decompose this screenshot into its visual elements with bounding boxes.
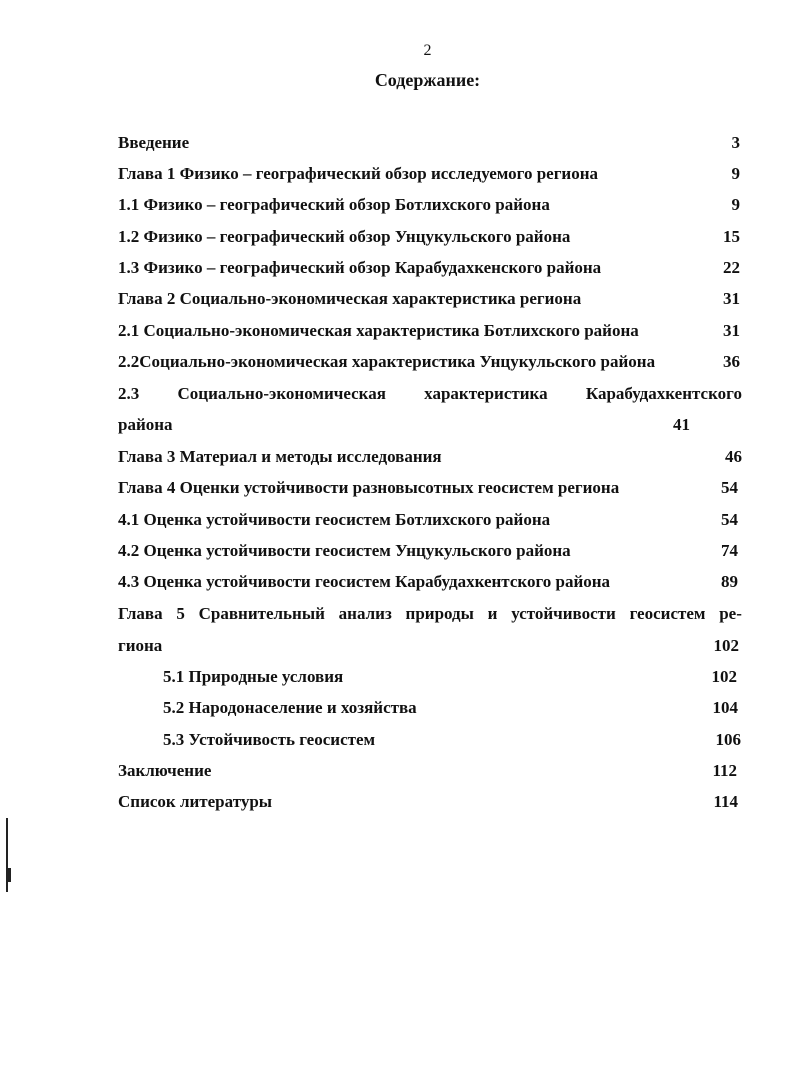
page-title: Содержание: <box>374 70 481 90</box>
toc-entry-word: характеристика <box>424 384 548 403</box>
toc-entry-1-2[interactable] <box>118 227 740 247</box>
toc-entry-chapter-1[interactable] <box>118 164 740 184</box>
toc-entry-word: 2.3 <box>118 384 140 403</box>
toc-entry-word: анализ <box>338 604 392 623</box>
toc-entry-label: Заключение <box>118 761 212 780</box>
toc-entry-label: гиона <box>118 636 163 655</box>
toc-entry-label: Глава 1 Физико – географический обзор исследуемого региона <box>118 164 599 183</box>
toc-entry-page: 22 <box>723 258 740 277</box>
toc-entry-word: Карабудахкентского <box>585 384 742 403</box>
toc-entry-label: 5.3 Устойчивость геосистем <box>163 730 376 749</box>
toc-entry-label: 1.3 Физико – географический обзор Карабудахкенского района <box>118 258 602 277</box>
toc-entry-5-1[interactable] <box>163 667 737 687</box>
toc-entry-label: Введение <box>118 133 190 152</box>
toc-entry-page: 104 <box>712 698 738 717</box>
toc-entry-label: 4.3 Оценка устойчивости геосистем Карабудахкентского района <box>118 572 611 591</box>
toc-entry-page: 112 <box>712 761 737 780</box>
toc-entry-word: Сравнительный <box>198 604 325 623</box>
toc-entry-page: 102 <box>711 667 737 686</box>
toc-entry-word: Глава <box>118 604 163 623</box>
toc-entry-page: 3 <box>731 133 740 152</box>
toc-entry-word: и <box>487 604 498 623</box>
toc-entry-5-2[interactable] <box>163 698 738 718</box>
toc-entry-page: 46 <box>725 447 742 466</box>
toc-entry-label: 5.1 Природные условия <box>163 667 344 686</box>
toc-entry-label: Глава 4 Оценки устойчивости разновысотных геосистем региона <box>118 478 620 497</box>
toc-entry-chapter-2[interactable] <box>118 289 740 309</box>
toc-entry-page: 41 <box>673 415 690 434</box>
toc-entry-page: 54 <box>721 478 738 497</box>
toc-entry-label: 2.1 Социально-экономическая характеристика Ботлихского района <box>118 321 639 340</box>
toc-entry-chapter-4[interactable] <box>118 478 738 498</box>
toc-entry-label: 4.2 Оценка устойчивости геосистем Унцукульского района <box>118 541 571 560</box>
toc-entry-page: 89 <box>721 572 738 591</box>
toc-entry-chapter-5-cont[interactable] <box>118 636 739 656</box>
toc-entry-chapter-5[interactable] <box>118 604 742 624</box>
toc-entry-word: геосистем <box>629 604 706 623</box>
toc-entry-page: 102 <box>713 636 739 655</box>
toc-entry-page: 9 <box>731 195 740 214</box>
toc-entry-page: 114 <box>713 792 738 811</box>
toc-entry-page: 74 <box>721 541 738 560</box>
toc-entry-label: 1.2 Физико – географический обзор Унцукульского района <box>118 227 571 246</box>
toc-entry-page: 106 <box>715 730 741 749</box>
toc-entry-chapter-3[interactable] <box>118 447 742 467</box>
toc-entry-4-3[interactable] <box>118 572 738 592</box>
toc-entry-label: 2.2Социально-экономическая характеристика Унцукульского района <box>118 352 656 371</box>
toc-entry-page: 36 <box>723 352 740 371</box>
toc-entry-references[interactable] <box>118 792 738 812</box>
toc-entry-1-1[interactable] <box>118 195 740 215</box>
toc-entry-label: Список литературы <box>118 792 273 811</box>
toc-entry-1-3[interactable] <box>118 258 740 278</box>
toc-entry-4-2[interactable] <box>118 541 738 561</box>
toc-entry-conclusion[interactable] <box>118 761 737 781</box>
toc-entry-4-1[interactable] <box>118 510 738 530</box>
toc-entry-page: 9 <box>731 164 740 183</box>
toc-entry-page: 31 <box>723 321 740 340</box>
toc-entry-label: района <box>118 415 173 434</box>
toc-entry-2-1[interactable] <box>118 321 740 341</box>
toc-entry-word: устойчивости <box>511 604 616 623</box>
toc-entry-page: 15 <box>723 227 740 246</box>
toc-entry-word: ре- <box>719 604 742 623</box>
toc-entry-word: природы <box>405 604 474 623</box>
page-number: 2 <box>423 42 432 59</box>
toc-entry-word: 5 <box>176 604 185 623</box>
toc-entry-2-3-cont[interactable] <box>118 415 690 435</box>
toc-entry-label: Глава 3 Материал и методы исследования <box>118 447 442 466</box>
toc-entry-page: 54 <box>721 510 738 529</box>
toc-entry-2-2[interactable] <box>118 352 740 372</box>
toc-entry-label: 4.1 Оценка устойчивости геосистем Ботлихского района <box>118 510 551 529</box>
toc-entry-5-3[interactable] <box>163 730 741 750</box>
toc-entry-word: Социально-экономическая <box>177 384 386 403</box>
toc-entry-intro[interactable] <box>118 133 740 153</box>
toc-entry-label: Глава 2 Социально-экономическая характеристика региона <box>118 289 582 308</box>
toc-entry-label: 1.1 Физико – географический обзор Ботлихского района <box>118 195 550 214</box>
toc-entry-label: 5.2 Народонаселение и хозяйства <box>163 698 417 717</box>
toc-entry-page: 31 <box>723 289 740 308</box>
scan-margin-tick <box>8 868 11 882</box>
toc-entry-2-3[interactable] <box>118 384 742 404</box>
